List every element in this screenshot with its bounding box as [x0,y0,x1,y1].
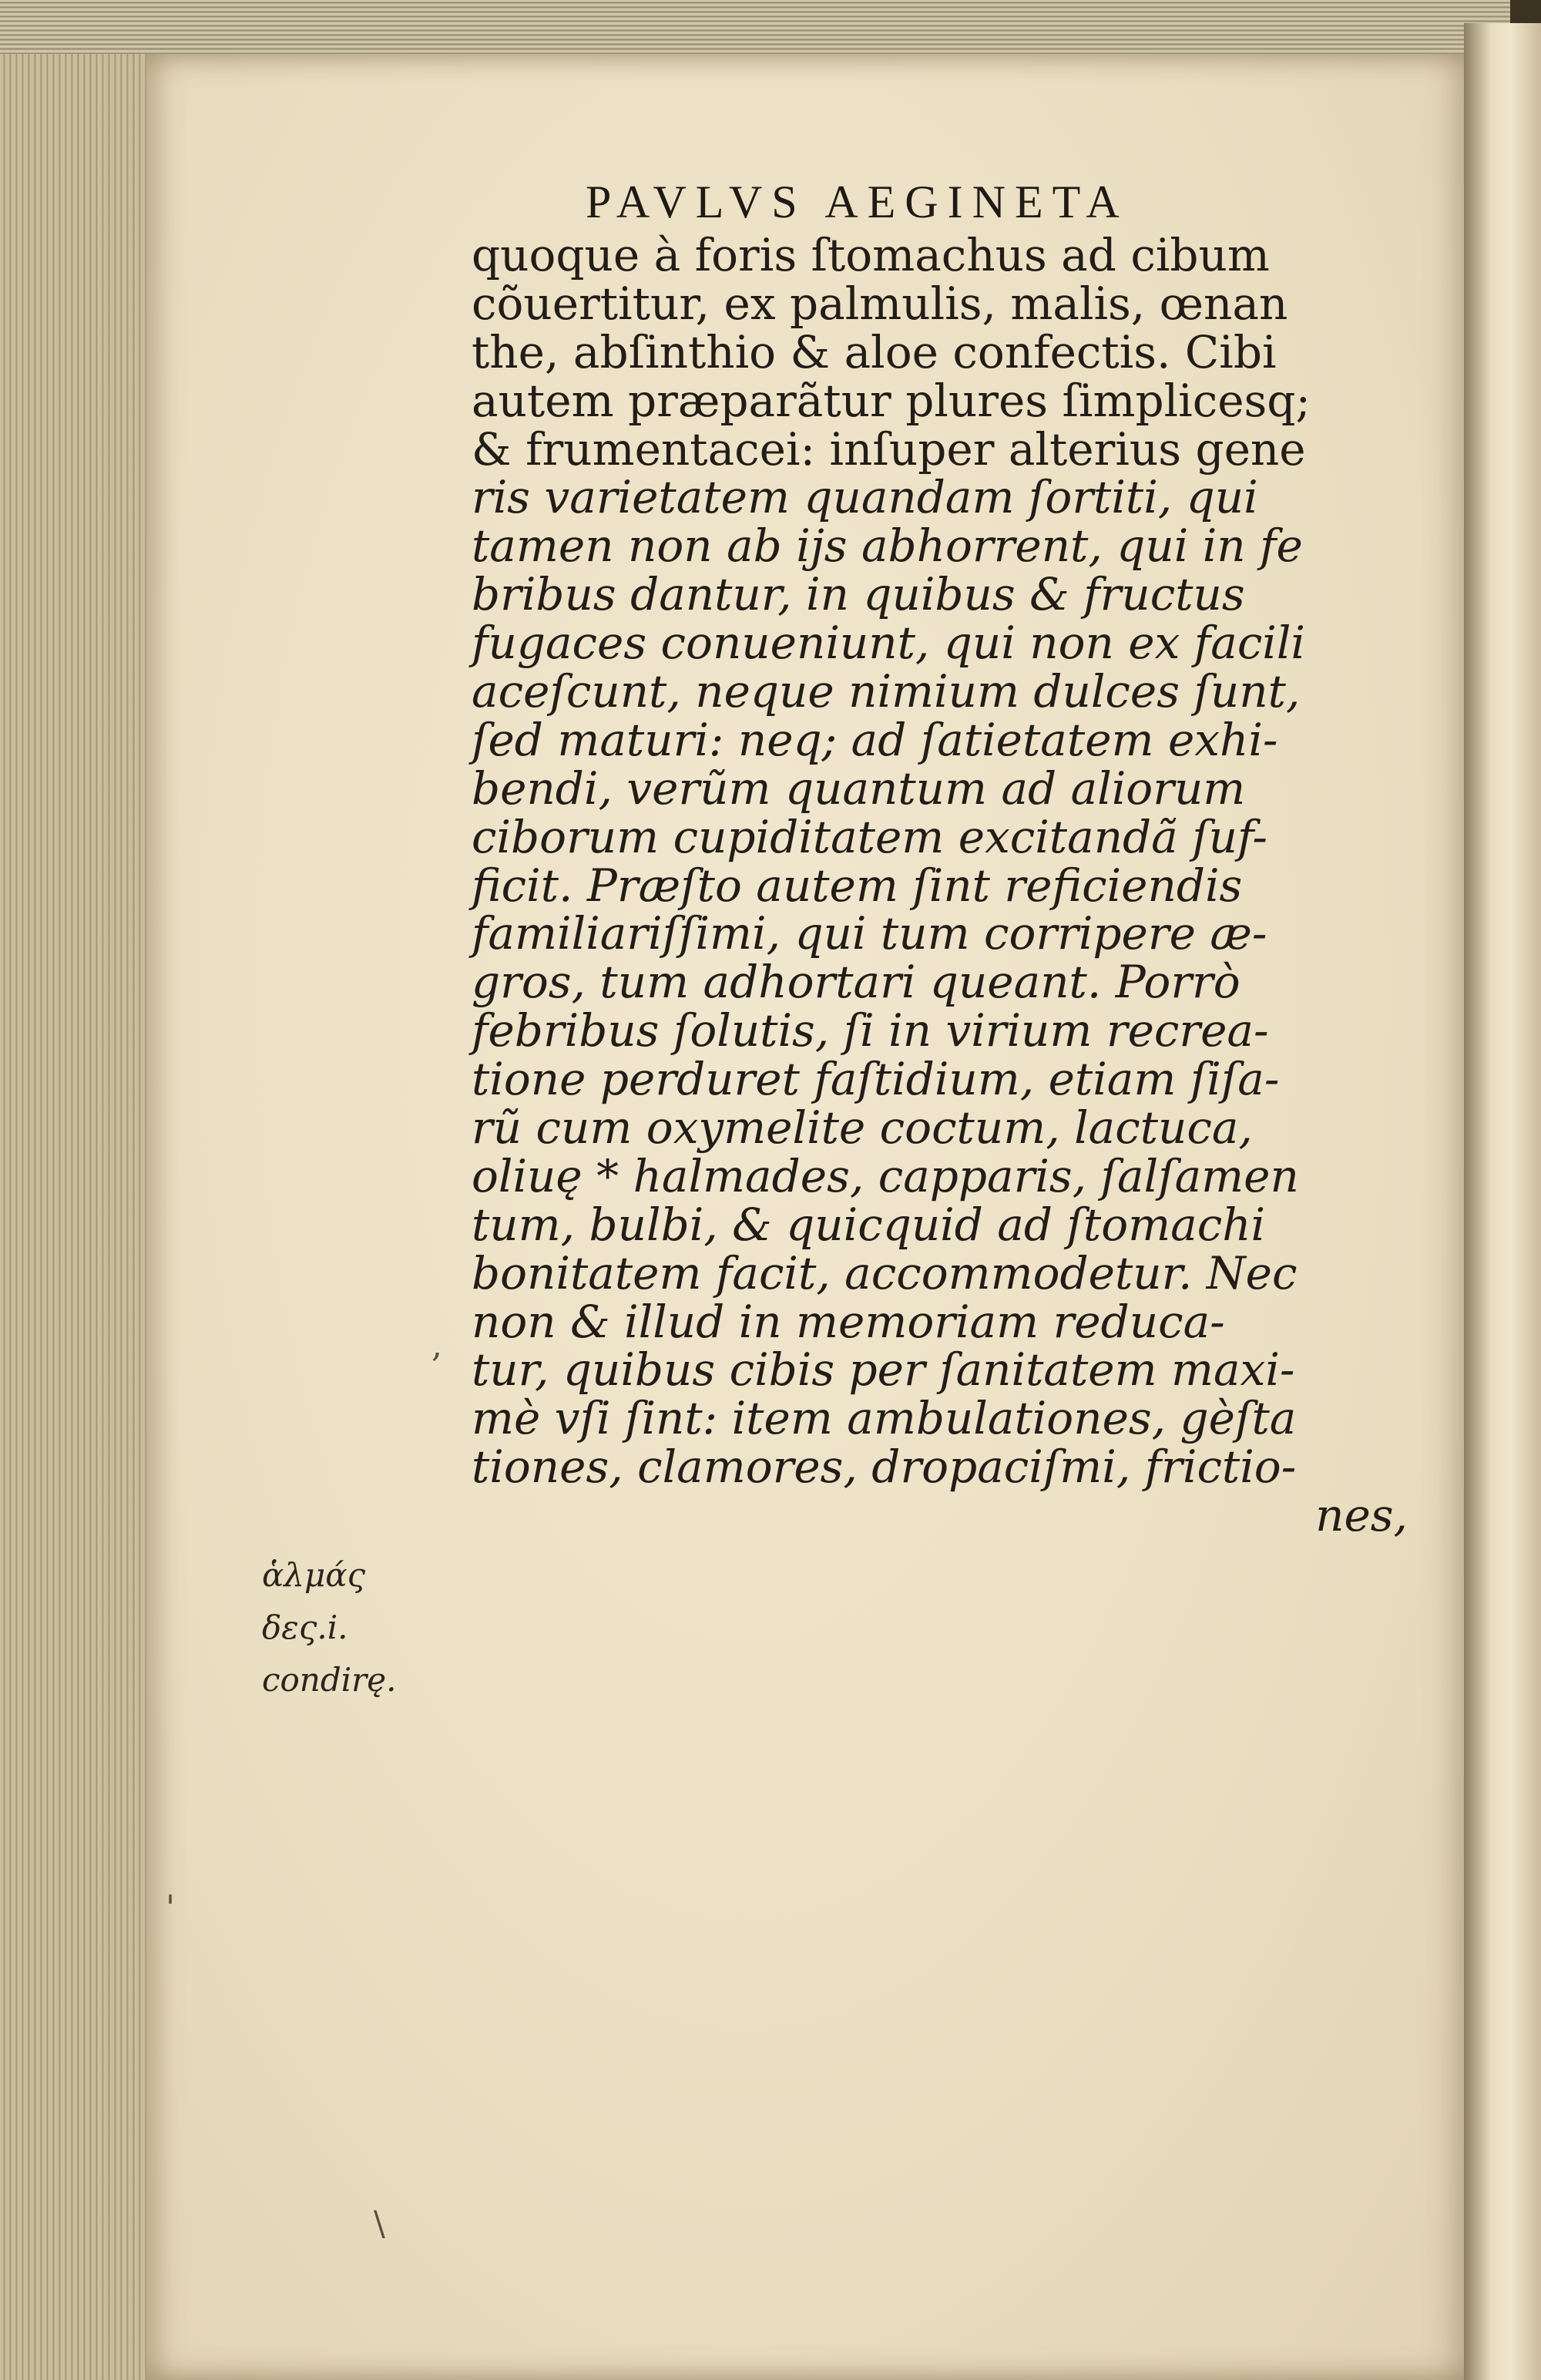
text-line: oliuę * halmades, capparis, ſalſamen [472,1149,1299,1202]
text-line: the, abſinthio & aloe confectis. Cibi [472,325,1277,378]
text-line: familiariſſimi, qui tum corripere æ- [472,907,1267,960]
text-line: tione perduret faſtidium, etiam ſiſa- [472,1053,1280,1106]
running-head: PAVLVS AEGINETA [586,176,1129,227]
stray-mark: \ [374,2204,385,2244]
text-line: tamen non ab ijs abhorrent, qui in fe [472,519,1303,573]
margin-note: ἁλμάς [262,1556,366,1594]
text-line: ciborum cupiditatem excitandã ſuf- [472,810,1268,863]
margin-notes [262,1549,447,1706]
margin-note: δες.i. [262,1609,348,1646]
text-line: bonitatem facit, accommodetur. Nec [472,1246,1298,1299]
text-line: cõuertitur, ex palmulis, malis, œnan [472,277,1288,330]
text-line: non & illud in memoriam reduca- [472,1295,1225,1348]
text-line: gros, tum adhortari queant. Porrò [472,956,1241,1009]
text-line: fugaces conueniunt, qui non ex facili [472,617,1305,670]
page-fore-edges [0,54,154,2380]
text-line: autem præparãtur plures ſimplicesq; [472,374,1311,427]
text-line: tur, quibus cibis per ſanitatem maxi- [472,1343,1295,1397]
text-line: bendi, verũm quantum ad aliorum [472,761,1246,815]
text-line: aceſcunt, neque nimium dulces ſunt, [472,665,1301,718]
text-line: febribus ſolutis, ſi in virium recrea- [472,1004,1269,1057]
text-line: rũ cum oxymelite coctum, lactuca, [472,1101,1253,1155]
text-line: quoque à foris ſtomachus ad cibum [472,229,1270,281]
text-line: ſed maturi: neq; ad ſatietatem exhi- [472,713,1278,766]
book-gutter [1464,23,1541,2380]
text-line: ris varietatem quandam ſortiti, qui [472,471,1258,524]
text-line: ficit. Præſto autem ſint reficiendis [472,859,1243,912]
text-line: & frumentacei: inſuper alterius gene [472,422,1306,476]
text-line: mè vſi ſint: item ambulationes, gèſta [472,1392,1297,1445]
margin-note: condirę. [262,1661,397,1699]
catchword: nes, [1315,1489,1408,1542]
body-text [472,231,1465,1540]
text-line: bribus dantur, in quibus & fructus [472,568,1245,621]
text-line: tum, bulbi, & quicquid ad ſtomachi [472,1198,1266,1251]
stray-mark: ' [166,1888,176,1928]
stray-mark: , [431,1326,442,1365]
text-line: tiones, clamores, dropaciſmi, frictio- [472,1440,1297,1494]
